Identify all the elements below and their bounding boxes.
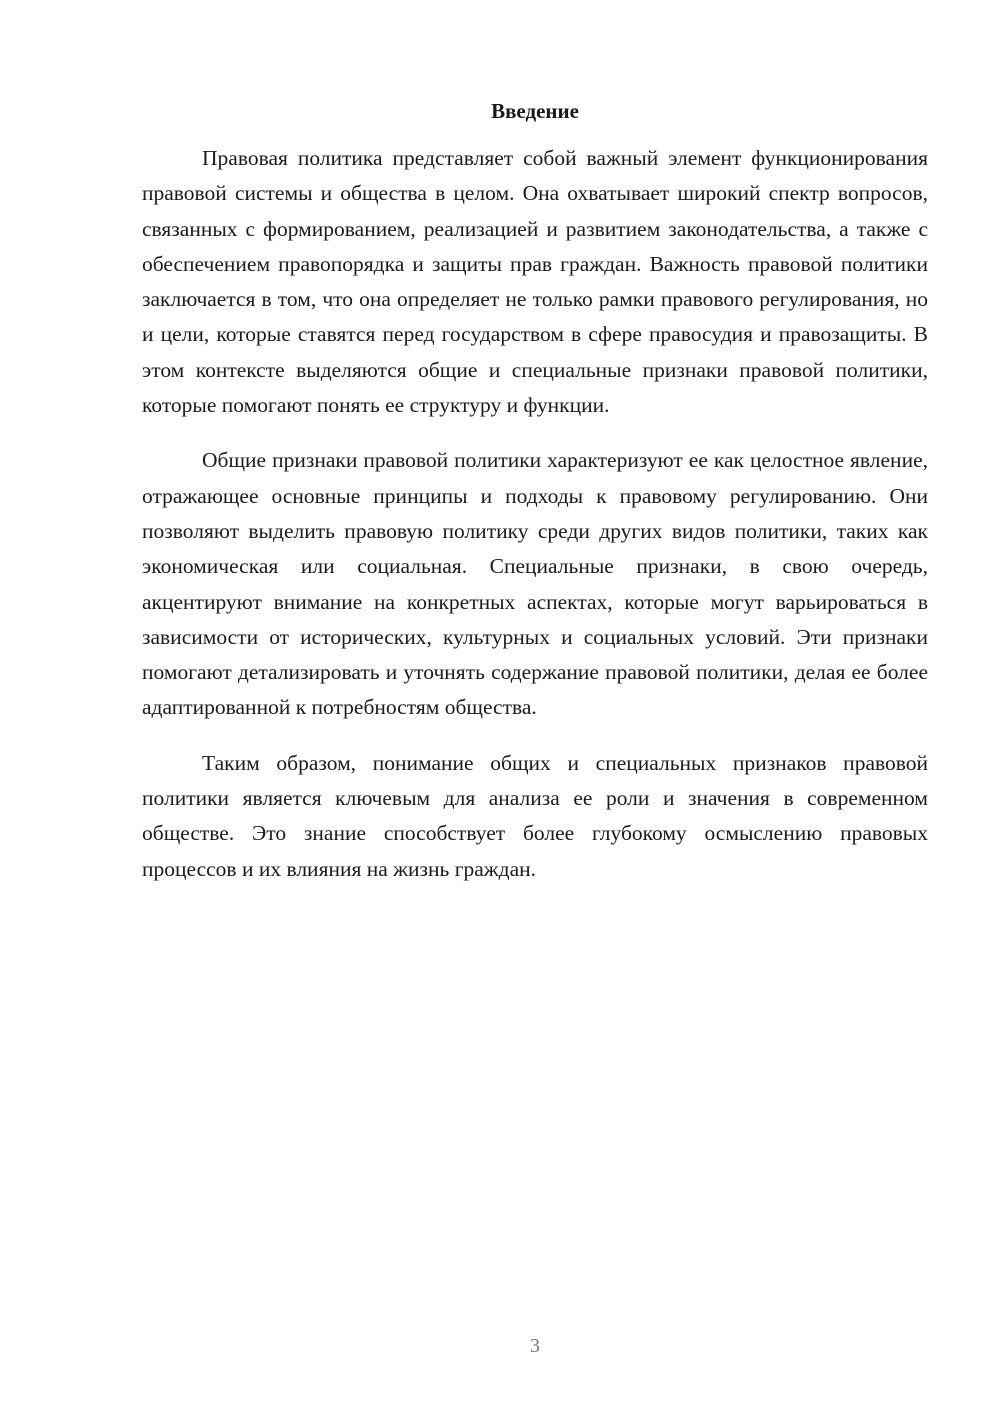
body-text: [142, 141, 928, 907]
paragraph-3: Таким образом, понимание общих и специальных признаков правовой политики является ключевым для анализа ее роли и значения в современном обществе. Это знание способствует более глубокому осмыслению правовых процессов и их влияния на жизнь граждан.: [142, 750, 928, 881]
page-number: 3: [530, 1335, 540, 1357]
paragraph-2: Общие признаки правовой политики характеризуют ее как целостное явление, отражающее основные принципы и подходы к правовому регулированию. Они позволяют выделить правовую политику среди других видов политики, таких как экономическая или социальная. Специальные признаки, в свою очередь, акцентируют внимание на конкретных аспектах, которые могут варьироваться в зависимости от исторических, культурных и социальных условий. Эти признаки помогают детализировать и уточнять содержание правовой политики, делая ее более адаптированной к потребностям общества.: [142, 448, 928, 720]
paragraph-1: Правовая политика представляет собой важный элемент функционирования правовой системы и общества в целом. Она охватывает широкий спектр вопросов, связанных с формированием, реализацией и развитием законодательства, а также с обеспечением правопорядка и защиты прав граждан. Важность правовой политики заключается в том, что она определяет не только рамки правового регулирования, но и цели, которые ставятся перед государством в сфере правосудия и правозащиты. В этом контексте выделяются общие и специальные признаки правовой политики, которые помогают понять ее структуру и функции.: [142, 146, 928, 418]
section-heading: Введение: [491, 99, 579, 123]
